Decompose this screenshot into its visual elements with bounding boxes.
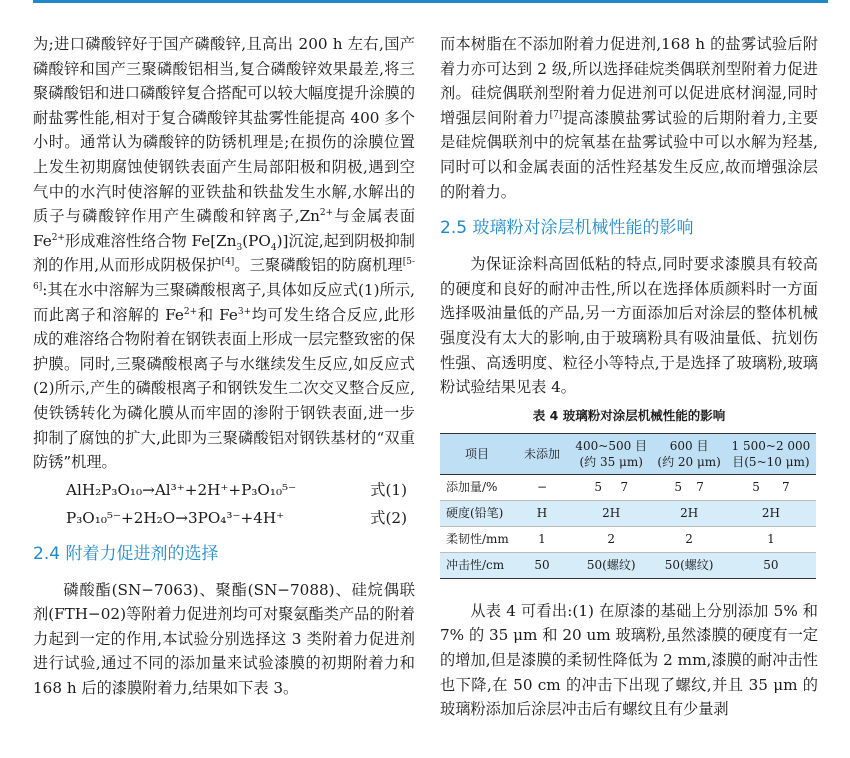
table-cell: 50(螺纹) xyxy=(652,552,725,578)
table-cell: 添加量/% xyxy=(440,474,514,500)
table-cell: 冲击性/cm xyxy=(440,552,514,578)
table-header-group-2: 600 目 (约 20 μm) xyxy=(652,433,725,474)
citation: [4] xyxy=(221,257,235,268)
table-row xyxy=(440,474,816,500)
top-rule xyxy=(33,0,828,3)
equation-2-formula: P₃O₁₀⁵⁻+2H₂O→3PO₄³⁻+4H⁺ xyxy=(66,508,285,527)
table-header-item: 项目 xyxy=(440,433,514,474)
paragraph-table-4-analysis: 从表 4 可看出:(1) 在原漆的基础上分别添加 5% 和 7% 的 35 μm 和 20 um 玻璃粉,虽然漆膜的硬度有一定的增加,但是漆膜的柔韧性降低为 2 mm,漆膜的耐冲击性也下降,在 50 cm 的冲击下出现了螺纹,并且 35 μm 的玻璃粉添加后涂层冲击后有螺纹且有少量剥 xyxy=(440,601,818,719)
paragraph-zinc-phosphate: 为;进口磷酸锌好于国产磷酸锌,且高出 200 h 左右,国产磷酸锌和国产三聚磷酸铝相当,复合磷酸锌效果最差,将三聚磷酸铝和进口磷酸锌复合搭配可以较大幅度提升涂膜的耐盐雾性能,相对于复合磷酸锌其盐雾性能提高 400 多个小时。通常认为磷酸锌的防锈机理是;在损伤的涂膜位置上发生初期腐蚀使钢铁表面产生局部阳极和阴极,遇到空气中的水汽时使溶解的亚铁盐和铁盐发生水解,水解出的质子与磷酸锌作用产生磷酸和锌离子$,Zn^{2+}$与金属表面 $Fe^{2+}$形成难溶性络合物 $Fe[Zn_3(PO_4)]$沉淀,起到阴极抑制剂的作用,从而形成阴极保护[4]。三聚磷酸铝的防腐机理[5-6]:其在水中溶解为三聚磷酸根离子,具体如反应式(1)所示,而此离子和溶解的 $Fe^{2+}$和 $Fe^{3+}$均可发生络合反应,此形成的难溶络合物附着在钢铁表面上形成一层完整致密的保护膜。同时,三聚磷酸根离子与水继续发生反应,如反应式(2)所示,产生的磷酸根离子和钢铁发生二次交叉整合反应,使铁锈转化为磷化膜从而牢固的渗附于钢铁表面,进一步抑制了腐蚀的扩大,此即为三聚磷酸铝对钢铁基材的“双重防锈”机理。 xyxy=(33,35,416,472)
table-row xyxy=(440,526,816,552)
section-heading-2-4: 2.4 附着力促进剂的选择 xyxy=(33,543,219,564)
table-header-row xyxy=(440,433,816,474)
table-cell: − xyxy=(514,474,570,500)
table-cell: 2 xyxy=(570,526,652,552)
table-header-none: 未添加 xyxy=(514,433,570,474)
citation: [7] xyxy=(549,109,563,120)
equation-2-label: 式(2) xyxy=(370,508,407,527)
table-cell: 50 xyxy=(514,552,570,578)
equation-2 xyxy=(33,506,415,530)
table-4 xyxy=(440,433,816,579)
paragraph-adhesion-promoters: 磷酸酯(SN−7063)、聚酯(SN−7088)、硅烷偶联剂(FTH−02)等附着力促进剂均可对聚氨酯类产品的附着力起到一定的作用,本试验分别选择这 3 类附着力促进剂进行试验,通过不同的添加量来试验漆膜的初期附着力和 168 h 后的漆膜附着力,结果如下表 3。 xyxy=(33,580,415,698)
section-heading-2-5: 2.5 玻璃粉对涂层机械性能的影响 xyxy=(440,218,694,239)
equation-1-label: 式(1) xyxy=(370,480,407,499)
right-column xyxy=(440,32,818,722)
table-header-group-1: 400~500 目 (约 35 μm) xyxy=(570,433,652,474)
table-cell: 1 xyxy=(726,526,816,552)
table-cell: 1 xyxy=(514,526,570,552)
table-row xyxy=(440,552,816,578)
table-cell: 硬度(铅笔) xyxy=(440,500,514,526)
citation: [5-6] xyxy=(33,257,416,292)
table-cell: 5 7 xyxy=(570,474,652,500)
table-header-group-3: 1 500~2 000 目(5~10 μm) xyxy=(726,433,816,474)
table-cell: 5 7 xyxy=(652,474,725,500)
table-cell: 50(螺纹) xyxy=(570,552,652,578)
table-row xyxy=(440,500,816,526)
table-cell: 50 xyxy=(726,552,816,578)
equation-1-formula: AlH₂P₃O₁₀→Al³⁺+2H⁺+P₃O₁₀⁵⁻ xyxy=(66,480,297,499)
paragraph-silane-coupling: 而本树脂在不添加附着力促进剂,168 h 的盐雾试验后附着力亦可达到 2 级,所以选择硅烷类偶联剂型附着力促进剂。硅烷偶联剂型附着力促进剂可以促进底材润湿,同时增强层间附着力[7]提高漆膜盐雾试验的后期附着力,主要是硅烷偶联剂中的烷氧基在盐雾试验中可以水解为羟基,同时可以和金属表面的活性羟基发生反应,故而增强涂层的附着力。 xyxy=(440,35,819,201)
table-cell: 2H xyxy=(652,500,725,526)
table-cell: 2 xyxy=(652,526,725,552)
paragraph-glass-powder: 为保证涂料高固低粘的特点,同时要求漆膜具有较高的硬度和良好的耐冲击性,所以在选择体质颜料时一方面选择吸油量低的产品,另一方面添加后对涂层的整体机械强度没有太大的影响,由于玻璃粉具有吸油量低、抗划伤性强、高透明度、粒径小等特点,于是选择了玻璃粉,玻璃粉试验结果见表 4。 xyxy=(440,255,818,397)
left-column xyxy=(33,32,415,701)
table-4-caption: 表 4 玻璃粉对涂层机械性能的影响 xyxy=(532,407,726,423)
table-cell: 柔韧性/mm xyxy=(440,526,514,552)
table-cell: 2H xyxy=(726,500,816,526)
equation-1 xyxy=(33,478,415,502)
table-cell: 5 7 xyxy=(726,474,816,500)
table-cell: H xyxy=(514,500,570,526)
table-cell: 2H xyxy=(570,500,652,526)
